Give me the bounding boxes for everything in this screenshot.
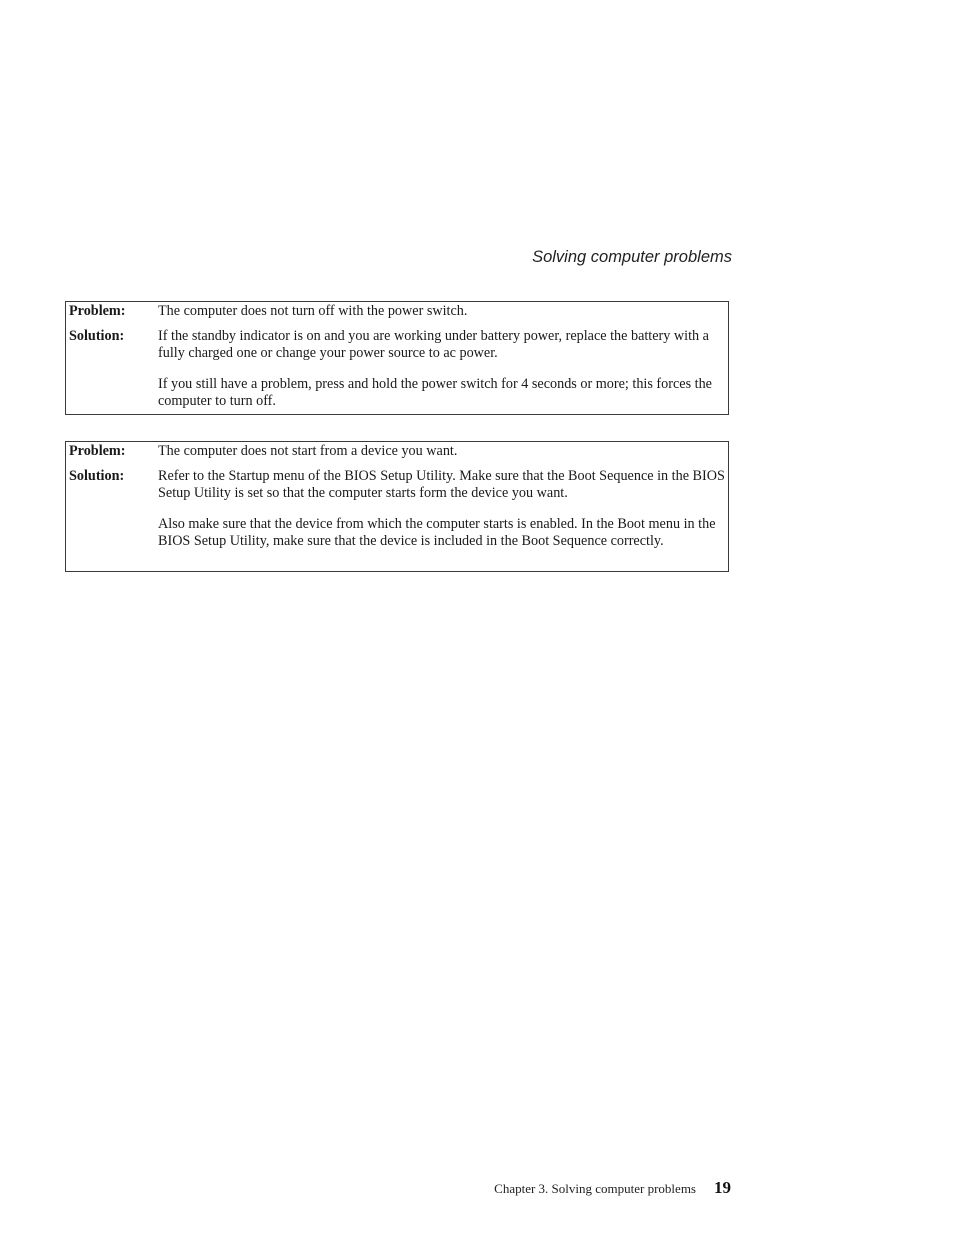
page-number: 19 <box>714 1178 731 1197</box>
solution-paragraph: If the standby indicator is on and you are working under battery power, replace the battery with a fully charged one or change your power source to ac power. <box>158 327 709 361</box>
solution-text <box>158 468 728 551</box>
problem-description: The computer does not turn off with the power switch. <box>158 303 468 319</box>
solution-text <box>158 328 728 411</box>
problem-label: Problem: <box>69 303 126 319</box>
solution-label: Solution: <box>69 467 125 484</box>
solution-label: Solution: <box>69 327 125 344</box>
solution-paragraph: If you still have a problem, press and hold the power switch for 4 seconds or more; this forces the computer to turn off. <box>158 375 712 409</box>
running-header: Solving computer problems <box>532 248 732 266</box>
solution-row <box>66 468 728 551</box>
problem-solution-box-power-switch <box>65 301 729 415</box>
solution-paragraph: Refer to the Startup menu of the BIOS Setup Utility. Make sure that the Boot Sequence in the BIOS Setup Utility is set so that the computer starts form the device you want. <box>158 467 725 501</box>
problem-description: The computer does not start from a device you want. <box>158 443 458 459</box>
chapter-title: Chapter 3. Solving computer problems <box>494 1181 696 1196</box>
problem-row <box>66 443 728 461</box>
solution-row <box>66 328 728 411</box>
page-footer <box>494 1178 731 1198</box>
problem-solution-box-boot-device <box>65 441 729 572</box>
problem-label: Problem: <box>69 443 126 459</box>
problem-row <box>66 303 728 321</box>
solution-paragraph: Also make sure that the device from which the computer starts is enabled. In the Boot menu in the BIOS Setup Utility, make sure that the device is included in the Boot Sequence correctly. <box>158 515 716 549</box>
problem-text <box>158 443 728 461</box>
problem-text <box>158 303 728 321</box>
